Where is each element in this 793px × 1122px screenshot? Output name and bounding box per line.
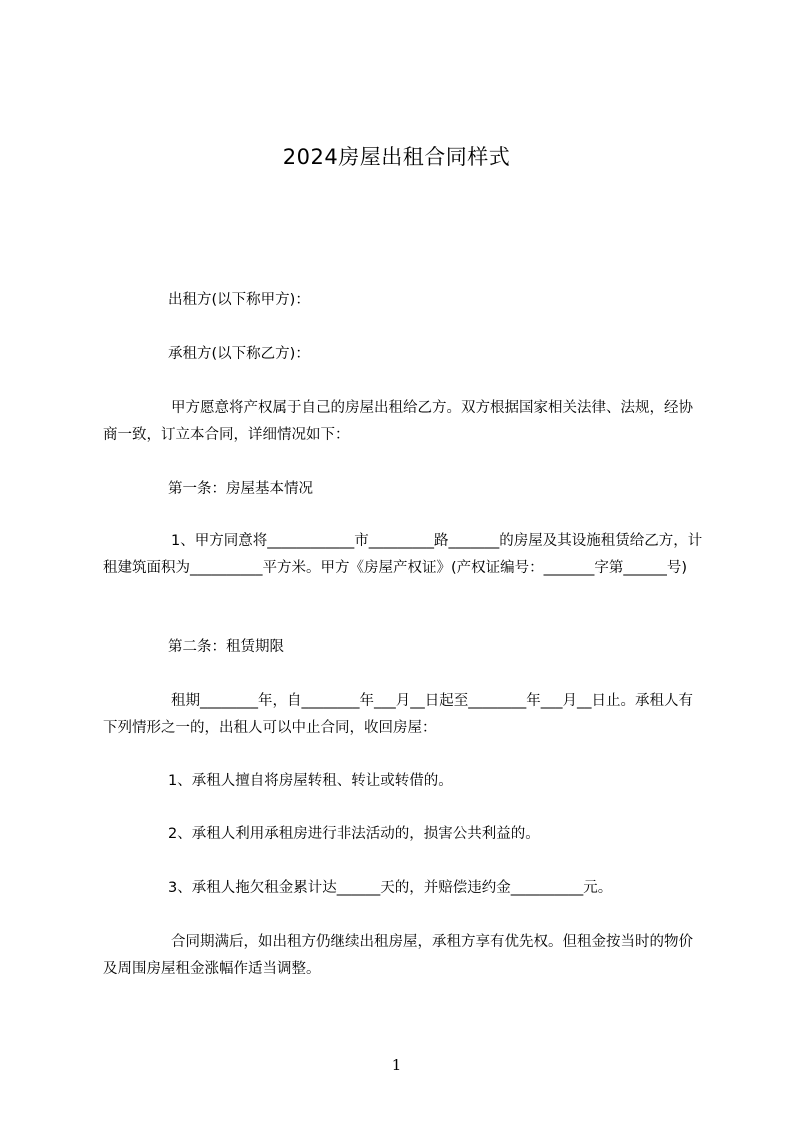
lessee-line: 承租方(以下称乙方)： bbox=[168, 346, 310, 362]
lease-term-paragraph: 租期________年，自________年___月__日起至________年___月__日止。承租人有下列情形之一的，出租人可以中止合同，收回房屋： bbox=[103, 693, 693, 736]
termination-item-1: 1、承租人擅自将房屋转租、转让或转借的。 bbox=[168, 773, 453, 789]
article-1-heading: 第一条：房屋基本情况 bbox=[168, 481, 313, 497]
page-number: 1 bbox=[391, 1056, 402, 1074]
renewal-paragraph: 合同期满后，如出租方仍继续出租房屋，承租方享有优先权。但租金按当时的物价及周围房屋租金涨幅作适当调整。 bbox=[103, 934, 693, 977]
article-2-heading: 第二条：租赁期限 bbox=[168, 639, 284, 655]
article-1-clause-1: 1、甲方同意将____________市_________路_______的房屋及其设施租赁给乙方，计租建筑面积为__________平方米。甲方《房屋产权证》(产权证编号：_______字第______号) bbox=[103, 533, 703, 576]
termination-item-2: 2、承租人利用承租房进行非法活动的，损害公共利益的。 bbox=[168, 826, 540, 842]
document-title: 2024房屋出租合同样式 bbox=[282, 145, 511, 169]
lessor-line: 出租方(以下称甲方)： bbox=[168, 292, 310, 308]
preamble-paragraph: 甲方愿意将产权属于自己的房屋出租给乙方。双方根据国家相关法律、法规，经协商一致，订立本合同，详细情况如下： bbox=[103, 400, 693, 443]
termination-item-3: 3、承租人拖欠租金累计达______天的，并赔偿违约金__________元。 bbox=[168, 880, 613, 896]
